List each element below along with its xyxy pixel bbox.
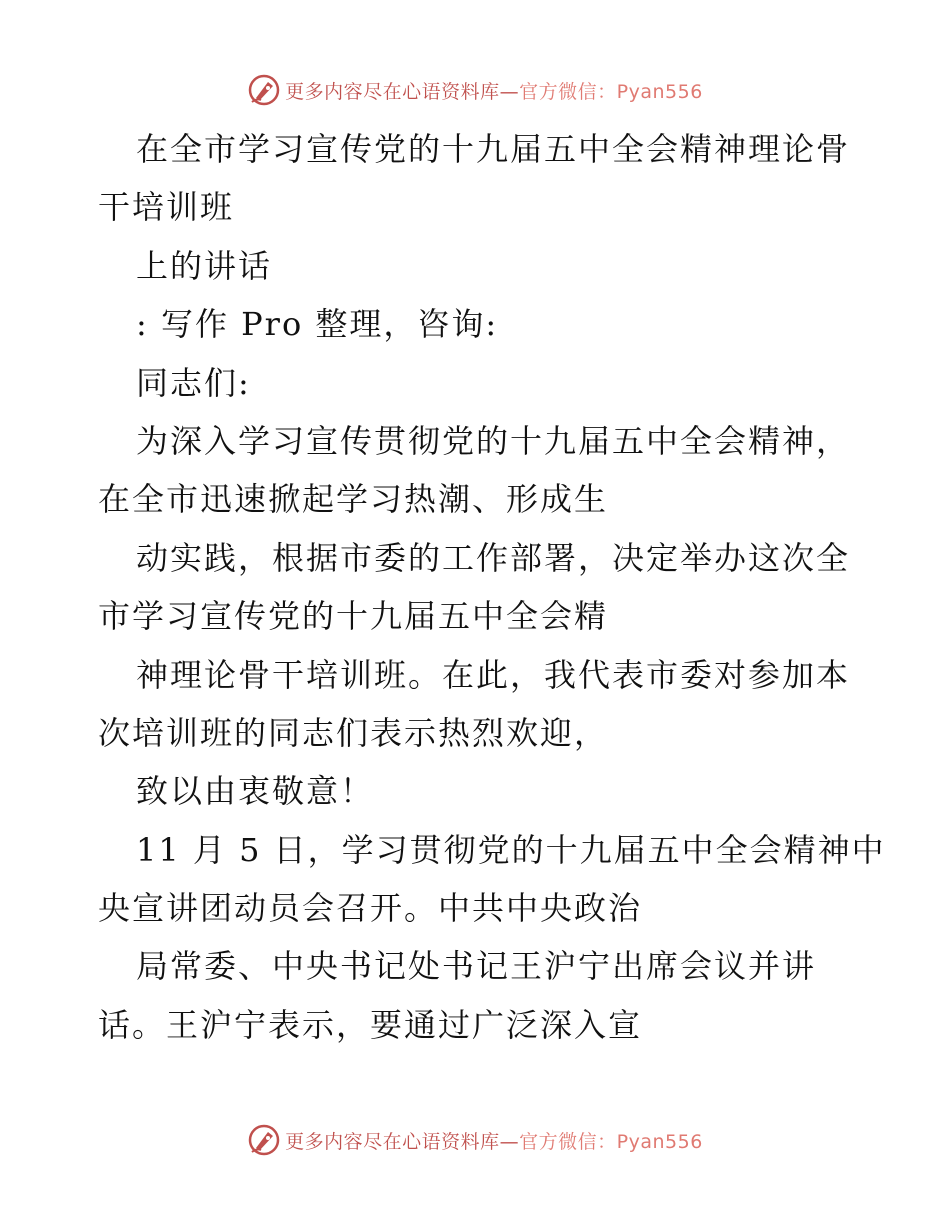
paragraph-line: 次培训班的同志们表示热烈欢迎，	[98, 713, 609, 752]
header-brand-text: 更多内容尽在心语资料库—	[285, 80, 520, 103]
paragraph-line: 在全市迅速掀起学习热潮、形成生	[98, 480, 609, 519]
title-line-1: 在全市学习宣传党的十九届五中全会精神理论骨	[136, 130, 851, 168]
salutation-line: 同志们:	[136, 363, 251, 402]
paragraph-line: 市学习宣传党的十九届五中全会精	[98, 597, 609, 636]
source-line: : 写作 Pro 整理，咨询:	[136, 305, 499, 344]
paragraph-line: 致以由衷敬意！	[136, 772, 375, 811]
header-watermark	[0, 70, 950, 110]
header-wechat-text: 官方微信：Pyan556	[519, 80, 703, 103]
title-line-3: 上的讲话	[136, 246, 273, 285]
title-line-2: 干培训班	[98, 188, 235, 227]
footer-wechat-text: 官方微信：Pyan556	[519, 1130, 703, 1153]
paragraph-line: 局常委、中央书记处书记王沪宁出席会议并讲	[136, 947, 817, 986]
paragraph-line: 为深入学习宣传贯彻党的十九届五中全会精神，	[136, 421, 851, 460]
footer-brand-text: 更多内容尽在心语资料库—	[285, 1130, 520, 1153]
paragraph-line: 话。王沪宁表示，要通过广泛深入宣	[98, 1005, 643, 1044]
document-body	[98, 120, 886, 1054]
pen-nib-logo-icon	[247, 73, 281, 107]
paragraph-line: 动实践，根据市委的工作部署，决定举办这次全	[136, 538, 851, 577]
paragraph-line: 央宣讲团动员会召开。中共中央政治	[98, 889, 643, 928]
pen-nib-logo-icon	[247, 1123, 281, 1157]
paragraph-line: 11 月 5 日，学习贯彻党的十九届五中全会精神中	[136, 830, 886, 869]
paragraph-line: 神理论骨干培训班。在此，我代表市委对参加本	[136, 655, 851, 694]
footer-watermark	[0, 1120, 950, 1160]
